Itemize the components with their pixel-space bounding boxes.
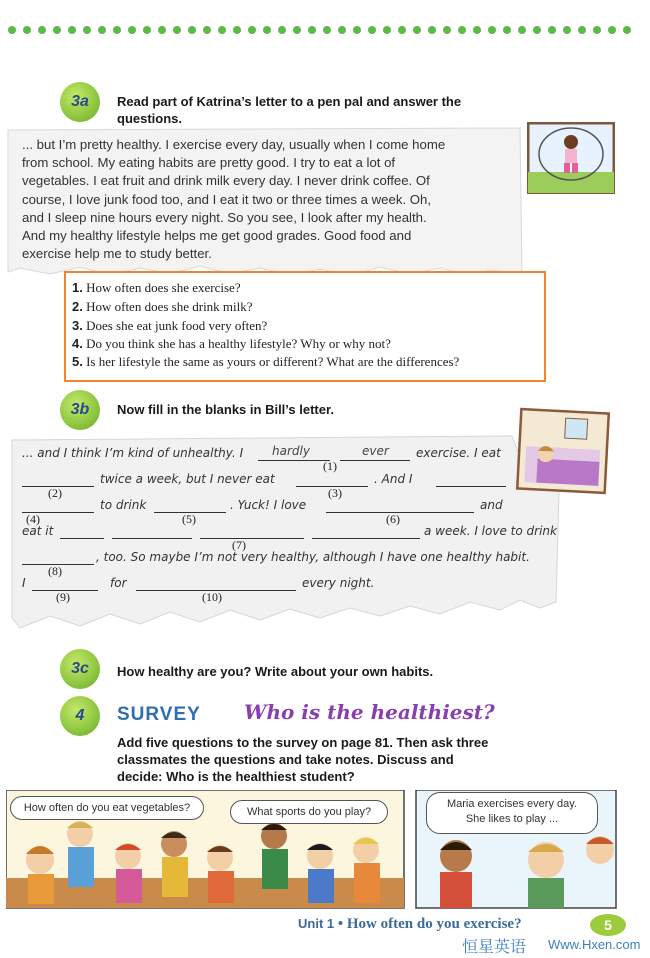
blank-4a[interactable]: [436, 485, 506, 487]
border-dot: [353, 26, 361, 34]
bubble-line: Maria exercises every day.: [446, 798, 577, 810]
border-dot: [203, 26, 211, 34]
speech-bubble-sports: What sports do you play?: [230, 800, 388, 824]
blank-6a[interactable]: [326, 511, 474, 513]
bill-letter-line3b: . Yuck! I love: [230, 498, 307, 512]
question-text: Do you think she has a healthy lifestyle? Why or why not?: [86, 336, 391, 351]
instruction-4: [117, 734, 627, 785]
bill-letter-line1a: ... and I think I’m kind of unhealthy. I: [22, 446, 244, 460]
letter-line: from school. My eating habits are pretty good. I try to eat a lot of: [22, 155, 396, 171]
border-dot: [23, 26, 31, 34]
blank-1a[interactable]: [258, 459, 330, 461]
border-dot: [218, 26, 226, 34]
instruction-3a-line2: questions.: [117, 111, 183, 126]
instruction-3a-line1: Read part of Katrina’s letter to a pen pal and answer the: [117, 94, 462, 109]
instruction-3b: Now fill in the blanks in Bill’s letter.: [117, 402, 334, 417]
bill-letter-line6b: for: [110, 576, 127, 590]
speech-bubble-maria: [426, 792, 598, 834]
instruction-4-line: classmates the questions and take notes. Discuss and: [117, 752, 454, 767]
border-dot: [338, 26, 346, 34]
border-dot: [293, 26, 301, 34]
section-badge-3c: 3c: [60, 649, 100, 689]
border-dot: [563, 26, 571, 34]
border-dot: [548, 26, 556, 34]
border-dot: [383, 26, 391, 34]
bill-letter-line2b: . And I: [374, 472, 413, 486]
blank-6b[interactable]: [60, 537, 104, 539]
page-number: 5: [590, 914, 626, 936]
letter-line: course, I love junk food too, and I eat it two or three times a week. Oh,: [22, 191, 432, 207]
question-3: [72, 318, 267, 334]
border-dot: [473, 26, 481, 34]
border-dot: [368, 26, 376, 34]
border-dot: [593, 26, 601, 34]
border-dot: [188, 26, 196, 34]
bill-letter-line5a: , too. So maybe I’m not very healthy, although I have one healthy habit.: [96, 550, 530, 564]
sleeping-boy-illustration: [516, 408, 610, 495]
letter-line: and I sleep nine hours every night. So you see, I look after my health.: [22, 209, 427, 225]
letter-line: ... but I’m pretty healthy. I exercise every day, usually when I come home: [22, 137, 446, 152]
question-number: 2.: [72, 299, 83, 314]
question-text: How often does she exercise?: [86, 280, 241, 295]
survey-label: SURVEY: [117, 704, 201, 725]
instruction-4-line: Add five questions to the survey on page 81. Then ask three: [117, 735, 489, 750]
bubble-line: She likes to play ...: [465, 813, 559, 825]
watermark-url: Www.Hxen.com: [548, 937, 641, 952]
instruction-4-line: decide: Who is the healthiest student?: [117, 769, 355, 784]
border-dot: [503, 26, 511, 34]
blank-number-7: (7): [232, 538, 246, 552]
letter-line: And my healthy lifestyle helps me get good grades. Good food and: [22, 228, 412, 244]
border-dot: [233, 26, 241, 34]
blank-number-4: (4): [26, 512, 40, 526]
border-dot: [83, 26, 91, 34]
question-1: [72, 280, 241, 296]
blank-number-8: (8): [48, 564, 62, 578]
top-dotted-border: [8, 26, 648, 36]
question-number: 1.: [72, 280, 83, 295]
border-dot: [98, 26, 106, 34]
border-dot: [113, 26, 121, 34]
border-dot: [488, 26, 496, 34]
answer-hardly: hardly: [272, 444, 310, 458]
blank-number-5: (5): [182, 512, 196, 526]
blank-number-9: (9): [56, 590, 70, 604]
border-dot: [428, 26, 436, 34]
border-dot: [458, 26, 466, 34]
question-number: 3.: [72, 318, 83, 333]
bill-letter-line1b: exercise. I eat: [416, 446, 501, 460]
question-2: [72, 299, 253, 315]
question-4: [72, 336, 391, 352]
question-text: How often does she drink milk?: [86, 299, 253, 314]
letter-line: exercise help me to study better.: [22, 246, 212, 262]
blank-number-2: (2): [48, 486, 62, 500]
bill-letter-line4b: a week. I love to drink: [424, 524, 557, 538]
section-badge-3b: 3b: [60, 390, 100, 430]
border-dot: [248, 26, 256, 34]
speech-bubble-vegetables: How often do you eat vegetables?: [10, 796, 204, 820]
border-dot: [308, 26, 316, 34]
border-dot: [533, 26, 541, 34]
border-dot: [518, 26, 526, 34]
bill-letter-line3c: and: [480, 498, 503, 512]
footer-title: How often do you exercise?: [346, 916, 522, 932]
border-dot: [173, 26, 181, 34]
blank-1b[interactable]: [340, 459, 410, 461]
border-dot: [578, 26, 586, 34]
question-text: Is her lifestyle the same as yours or different? What are the differences?: [86, 354, 460, 369]
border-dot: [158, 26, 166, 34]
answer-ever: ever: [362, 444, 389, 458]
border-dot: [623, 26, 631, 34]
footer-unit-title: [298, 916, 522, 933]
border-dot: [128, 26, 136, 34]
border-dot: [398, 26, 406, 34]
border-dot: [143, 26, 151, 34]
watermark-cn: 恒星英语: [462, 939, 527, 956]
blank-number-3: (3): [328, 486, 342, 500]
question-number: 4.: [72, 336, 83, 351]
border-dot: [608, 26, 616, 34]
blank-7b[interactable]: [200, 537, 304, 539]
bill-letter-line4a: eat it: [22, 524, 54, 538]
blank-7c[interactable]: [312, 537, 420, 539]
blank-number-1: (1): [323, 459, 337, 473]
instruction-3c: How healthy are you? Write about your own habits.: [117, 664, 434, 679]
jump-rope-girl-illustration: [527, 122, 615, 194]
border-dot: [413, 26, 421, 34]
blank-number-6: (6): [386, 512, 400, 526]
bill-letter-line6a: I: [22, 576, 26, 590]
border-dot: [53, 26, 61, 34]
question-text: Does she eat junk food very often?: [86, 318, 268, 333]
footer-bullet: •: [337, 916, 344, 932]
border-dot: [263, 26, 271, 34]
blank-7a[interactable]: [112, 537, 192, 539]
blank-number-10: (10): [202, 590, 222, 604]
section-badge-4: 4: [60, 696, 100, 736]
footer-unit: Unit 1: [298, 916, 335, 931]
katrina-letter: [22, 136, 532, 263]
border-dot: [278, 26, 286, 34]
bill-letter-line3a: to drink: [100, 498, 147, 512]
question-5: [72, 354, 459, 370]
letter-line: vegetables. I eat fruit and drink milk every day. I never drink coffee. Of: [22, 173, 430, 189]
border-dot: [323, 26, 331, 34]
survey-title: Who is the healthiest?: [244, 700, 495, 724]
bill-letter-line6c: every night.: [302, 576, 375, 590]
section-badge-3a: 3a: [60, 82, 100, 122]
bill-letter-line2a: twice a week, but I never eat: [100, 472, 275, 486]
border-dot: [68, 26, 76, 34]
border-dot: [38, 26, 46, 34]
border-dot: [8, 26, 16, 34]
question-number: 5.: [72, 354, 83, 369]
border-dot: [443, 26, 451, 34]
